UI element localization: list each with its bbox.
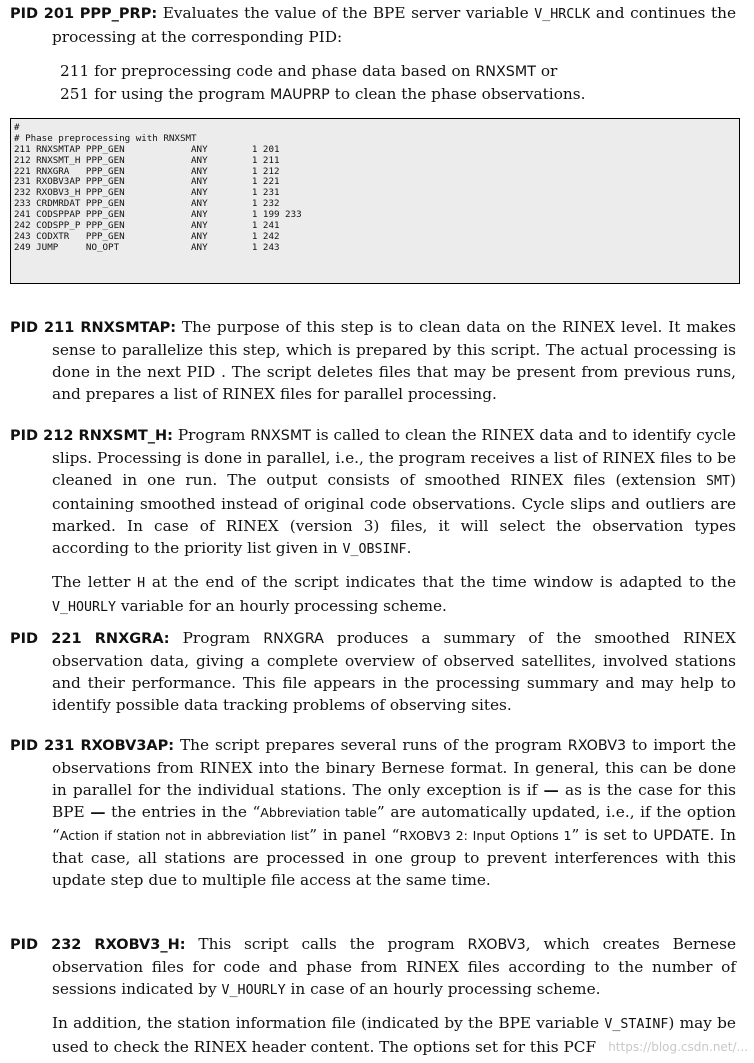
pid-211-paragraph: PID 211 RNXSMTAP: The purpose of this step is to clean data on the RINEX level. It makes sense to parallelize this step, which is prepared by this script. The actual processing is done in the next PID . The script deletes files that may be present from previous runs, and prepares a list of RINEX files for parallel processing.	[10, 318, 736, 403]
pid-201-paragraph: PID 201 PPP_PRP: Evaluates the value of the BPE server variable V_HRCLK and continues the processing at the corresponding PID:	[10, 4, 736, 46]
pid-232-continuation: In addition, the station information file (indicated by the BPE variable V_STAINF) may be used to check the RINEX header content. The options set for this PCF	[52, 1014, 736, 1056]
pid-212-paragraph: PID 212 RNXSMT_H: Program RNXSMT is called to clean the RINEX data and to identify cycle slips. Processing is done in parallel, i.e., the program receives a list of RINEX files to be cleaned in one run. The output consists of smoothed RINEX files (extension SMT) containing smoothed instead of original code observations. Cycle slips and outliers are marked. In case of RINEX (version 3) files, it will select the observation types according to the priority list given in V_OBSINF.	[10, 426, 736, 557]
variable-v-hourly: V_HOURLY	[221, 983, 286, 998]
extension-smt: SMT	[706, 474, 731, 489]
variable-v-hrclk: V_HRCLK	[534, 7, 591, 22]
code-line: # Phase preprocessing with RNXSMT	[14, 132, 197, 144]
pid-201-choices	[60, 60, 585, 106]
pid-232-paragraph: PID 232 RXOBV3_H: This script calls the program RXOBV3, which creates Bernese observation files for code and phase from RINEX files according to the number of sessions indicated by V_HOURLY in case of an hourly processing scheme.	[10, 935, 736, 998]
code-line: 241 CODSPPAP PPP_GEN ANY 1 199 233	[14, 209, 302, 221]
abbreviation-table-label: Abbreviation table	[260, 805, 377, 820]
program-rnxgra: RNXGRA	[263, 631, 324, 647]
code-line: 233 CRDMRDAT PPP_GEN ANY 1 232	[14, 198, 280, 210]
pid-211-entry	[10, 316, 736, 405]
variable-v-obsinf: V_OBSINF	[342, 542, 407, 557]
watermark: https://blog.csdn.net/...	[608, 1040, 748, 1054]
choice-251: 251 for using the program MAUPRP to clean the phase observations.	[60, 85, 586, 103]
variable-v-stainf: V_STAINF	[604, 1017, 669, 1032]
code-line: 232 RXOBV3_H PPP_GEN ANY 1 231	[14, 187, 280, 199]
code-line: #	[14, 122, 20, 133]
pid-221-entry	[10, 627, 736, 716]
code-line: 211 RNXSMTAP PPP_GEN ANY 1 201	[14, 143, 280, 155]
pid-232-heading: PID 232 RXOBV3_H:	[10, 937, 186, 953]
code-line: 231 RXOBV3AP PPP_GEN ANY 1 221	[14, 176, 280, 188]
code-line: 212 RNXSMT_H PPP_GEN ANY 1 211	[14, 154, 280, 166]
pid-212-continuation: The letter H at the end of the script indicates that the time window is adapted to the V_HOURLY variable for an hourly processing scheme.	[52, 573, 737, 615]
letter-h: H	[137, 576, 146, 591]
em-dash: —	[543, 781, 559, 799]
program-rnxsmt: RNXSMT	[475, 64, 536, 80]
code-line: 243 CODXTR PPP_GEN ANY 1 242	[14, 230, 280, 242]
pid-221-heading: PID 221 RNXGRA:	[10, 631, 170, 647]
update-value: UPDATE	[653, 828, 710, 844]
choice-211: 211 for preprocessing code and phase data based on RNXSMT or	[60, 62, 558, 80]
panel-label: RXOBV3 2: Input Options 1	[399, 828, 572, 843]
program-rxobv3: RXOBV3	[467, 937, 526, 953]
pid-221-paragraph: PID 221 RNXGRA: Program RNXGRA produces a summary of the smoothed RINEX observation data, giving a complete overview of observed satellites, involved stations and their performance. This file appears in the processing summary and may help to identify possible data tracking problems of observing sites.	[10, 629, 736, 714]
pid-212-heading: PID 212 RNXSMT_H:	[10, 428, 173, 444]
code-line: 221 RNXGRA PPP_GEN ANY 1 212	[14, 165, 280, 177]
program-rnxsmt: RNXSMT	[250, 428, 311, 444]
program-rxobv3: RXOBV3	[567, 738, 627, 754]
code-line: 242 CODSPP_P PPP_GEN ANY 1 241	[14, 220, 280, 232]
pid-201-entry	[10, 2, 736, 48]
variable-v-hourly: V_HOURLY	[52, 600, 117, 615]
pid-212-entry	[10, 424, 736, 619]
code-line: 249 JUMP NO_OPT ANY 1 243	[14, 241, 280, 253]
pid-211-heading: PID 211 RNXSMTAP:	[10, 320, 177, 336]
pid-231-paragraph: PID 231 RXOBV3AP: The script prepares several runs of the program RXOBV3 to import the observations from RINEX into the binary Bernese format. In general, this can be done in parallel for the individual stations. The only exception is if — as is the case for this BPE — the entries in the “Abbreviation table” are automatically updated, i.e., if the option “Action if station not in abbreviation list” in panel “RXOBV3 2: Input Options 1” is set to UPDATE. In that case, all stations are processed in one group to prevent interferences with this update step due to multiple file access at the same time.	[10, 736, 737, 889]
pcf-code-listing	[10, 118, 740, 284]
pid-231-heading: PID 231 RXOBV3AP:	[10, 738, 175, 754]
option-label: Action if station not in abbreviation list	[59, 828, 310, 843]
pid-201-heading: PID 201 PPP_PRP:	[10, 6, 158, 22]
pid-231-entry	[10, 734, 736, 891]
em-dash: —	[90, 803, 106, 821]
program-mauprp: MAUPRP	[270, 87, 330, 103]
